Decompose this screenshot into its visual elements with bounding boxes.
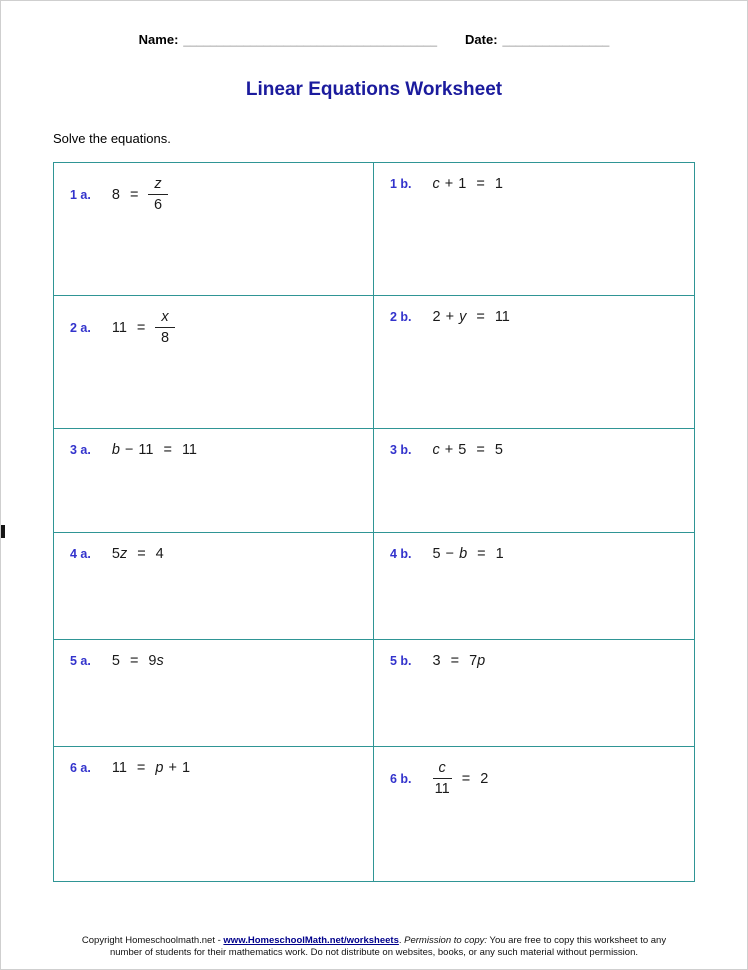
operator: +: [444, 176, 454, 192]
number: 11: [111, 319, 127, 336]
fraction-denominator: 11: [434, 781, 450, 797]
fraction-numerator: x: [155, 309, 174, 328]
problem-cell: [54, 640, 374, 747]
equation: [433, 653, 486, 669]
equation: [433, 309, 510, 325]
equals-sign: =: [129, 653, 139, 669]
variable: y: [459, 309, 467, 325]
operator: +: [168, 760, 177, 776]
equation: [112, 546, 164, 562]
equation: [112, 653, 164, 669]
equals-sign: =: [476, 176, 485, 192]
date-label: Date:: [465, 32, 498, 47]
equation: [112, 176, 168, 213]
fraction: [155, 309, 174, 346]
problem-cell: [54, 163, 374, 296]
name-date-header: [1, 32, 747, 47]
number: 1: [458, 176, 467, 192]
footer: [1, 935, 747, 960]
equals-sign: =: [136, 319, 146, 336]
variable: c: [432, 176, 440, 192]
worksheets-link[interactable]: www.HomeschoolMath.net/worksheets: [223, 934, 399, 946]
equals-sign: =: [136, 760, 146, 776]
number: 5: [494, 442, 503, 458]
number: 1: [494, 176, 503, 192]
fraction-denominator: 6: [153, 197, 163, 213]
fraction-numerator: z: [148, 176, 167, 195]
equals-sign: =: [477, 546, 486, 562]
number: 11: [111, 760, 127, 776]
problem-cell: [54, 533, 374, 640]
fraction: [148, 176, 167, 213]
operator: +: [444, 442, 454, 458]
problem-cell: [374, 163, 694, 296]
problem-label: 3 a.: [70, 443, 91, 457]
equals-sign: =: [163, 442, 172, 458]
name-blank-line: ______________________________________: [183, 33, 438, 47]
operator: −: [124, 442, 134, 458]
fraction-denominator: 8: [160, 330, 170, 346]
number: 5: [111, 546, 120, 562]
number: 9: [148, 653, 157, 669]
problem-label: 6 b.: [390, 771, 412, 786]
problem-label: 5 a.: [70, 654, 91, 668]
variable: b: [459, 546, 468, 562]
fraction: [433, 760, 452, 797]
problem-cell: [374, 429, 694, 533]
permission-text: You are free to copy this worksheet to any: [487, 934, 667, 946]
number: 5: [111, 653, 120, 669]
equation: [112, 442, 197, 458]
number: 11: [494, 309, 510, 325]
problem-label: 3 b.: [390, 443, 412, 457]
number: 1: [181, 760, 191, 776]
equation: [433, 760, 489, 797]
variable: z: [119, 546, 128, 562]
footer-line2: number of students for their mathematics work. Do not distribute on websites, books, or any such material without permission.: [109, 947, 638, 959]
equals-sign: =: [461, 770, 471, 787]
copyright-text: Copyright Homeschoolmath.net -: [81, 934, 224, 946]
variable: s: [156, 653, 164, 669]
number: 4: [155, 546, 164, 562]
equation: [112, 760, 190, 776]
problem-cell: [54, 747, 374, 881]
problem-cell: [374, 296, 694, 429]
number: 2: [432, 309, 441, 325]
page-edge-artifact: [1, 525, 5, 538]
permission-label: Permission to copy:: [404, 934, 488, 946]
problem-label: 2 b.: [390, 310, 412, 324]
equation: [433, 442, 503, 458]
number: 5: [458, 442, 467, 458]
instruction-text: Solve the equations.: [53, 131, 171, 146]
number: 5: [432, 546, 441, 562]
number: 8: [111, 186, 120, 203]
equals-sign: =: [450, 653, 460, 669]
number: 11: [138, 442, 154, 458]
problem-label: 5 b.: [390, 654, 412, 668]
equation: [433, 176, 503, 192]
problem-label: 1 a.: [70, 187, 91, 202]
number: 11: [181, 442, 197, 458]
number: 2: [480, 770, 489, 787]
operator: −: [445, 546, 455, 562]
problem-cell: [374, 640, 694, 747]
equation: [112, 309, 175, 346]
problem-label: 6 a.: [70, 761, 91, 775]
equals-sign: =: [129, 186, 139, 203]
footer-separator: .: [398, 934, 405, 946]
equals-sign: =: [476, 309, 485, 325]
operator: +: [445, 309, 455, 325]
problem-cell: [374, 747, 694, 881]
equals-sign: =: [476, 442, 485, 458]
variable: c: [432, 442, 440, 458]
variable: p: [477, 653, 486, 669]
problem-cell: [374, 533, 694, 640]
problem-label: 2 a.: [70, 320, 91, 335]
problem-label: 4 b.: [390, 547, 412, 561]
fraction-numerator: c: [433, 760, 452, 779]
equals-sign: =: [137, 546, 146, 562]
variable: p: [155, 760, 164, 776]
problem-label: 1 b.: [390, 177, 412, 191]
problem-cell: [54, 296, 374, 429]
problems-grid: [53, 162, 695, 882]
number: 1: [495, 546, 504, 562]
problem-cell: [54, 429, 374, 533]
equation: [433, 546, 504, 562]
problem-label: 4 a.: [70, 547, 91, 561]
number: 3: [432, 653, 441, 669]
name-label: Name:: [138, 32, 179, 47]
number: 7: [469, 653, 478, 669]
variable: b: [111, 442, 120, 458]
page-title: Linear Equations Worksheet: [245, 79, 503, 100]
date-blank-line: ________________: [502, 33, 610, 47]
